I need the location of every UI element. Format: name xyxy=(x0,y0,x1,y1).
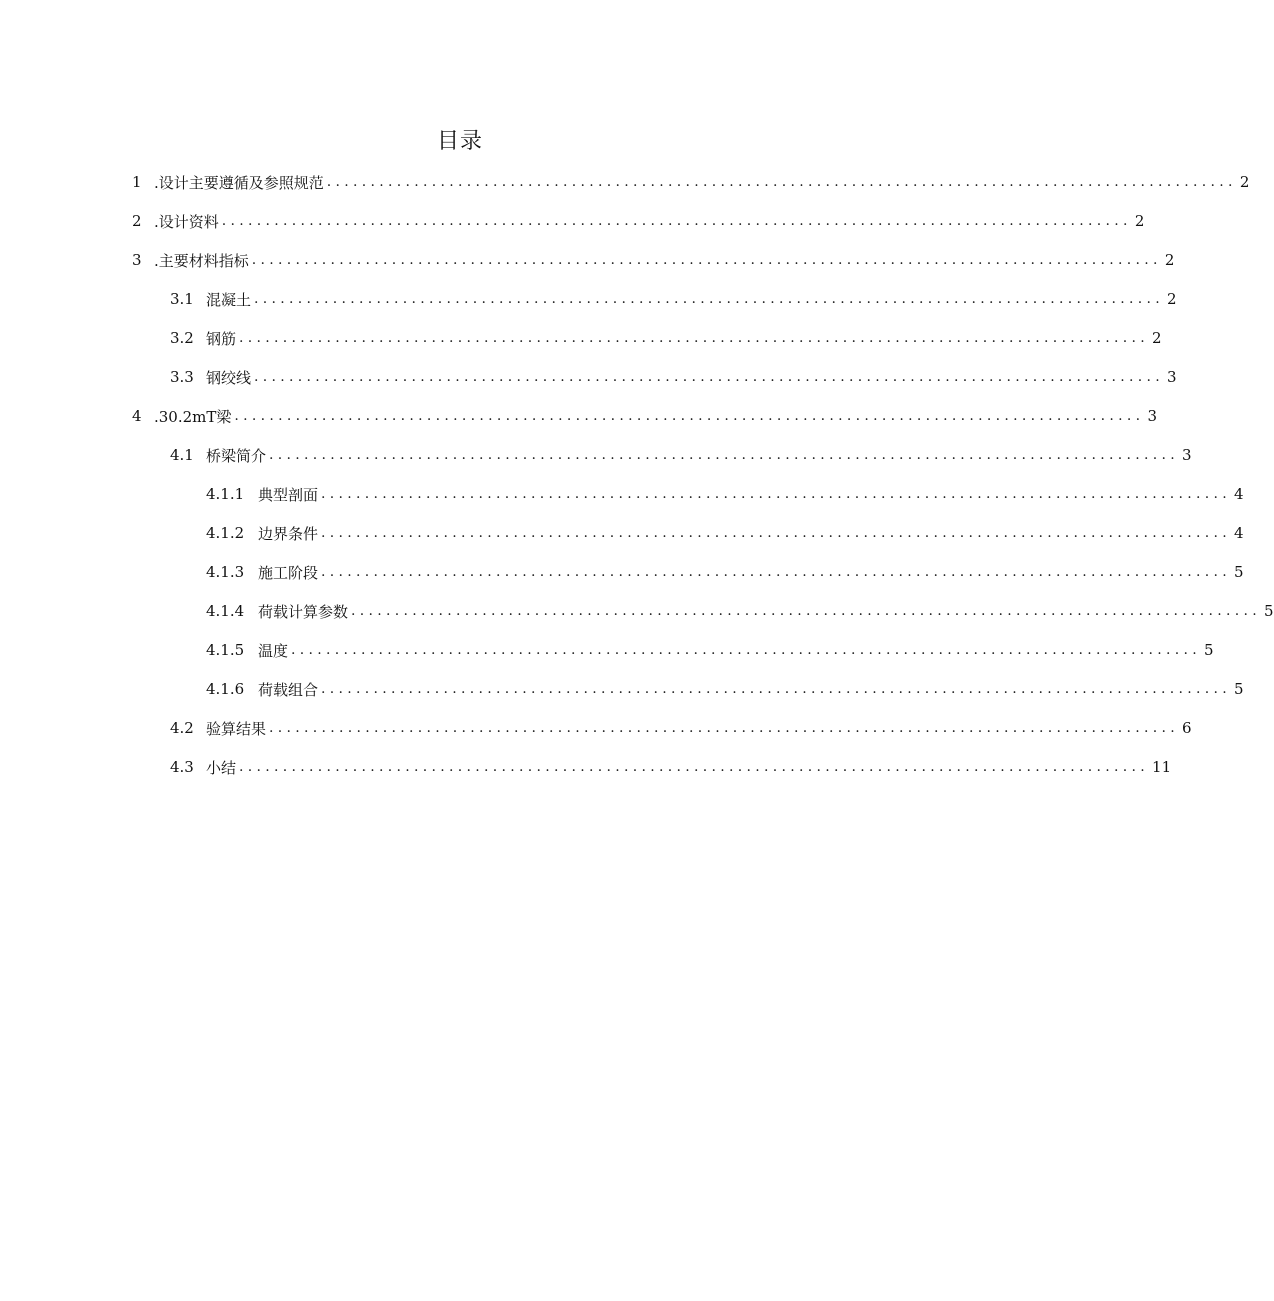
toc-entry-number: 3.1 xyxy=(170,290,194,308)
toc-entry[interactable] xyxy=(170,441,1192,469)
toc-entry-label: 钢筋 xyxy=(206,329,237,348)
toc-entry[interactable] xyxy=(132,207,1145,235)
toc-entry[interactable] xyxy=(170,753,1172,781)
toc-entry-number: 4.1.6 xyxy=(206,680,245,698)
dot-leader: ........................................................................................................ xyxy=(239,330,1150,346)
toc-entry-number: 4.2 xyxy=(170,719,194,737)
toc-entry[interactable] xyxy=(170,363,1177,391)
toc-entry-number: 3.3 xyxy=(170,368,194,386)
dot-leader: ........................................................................................................ xyxy=(239,759,1150,775)
toc-entry-number: 4.1.2 xyxy=(206,524,245,542)
toc-entry-number: 4.1.1 xyxy=(206,485,245,503)
toc-entry-label: .设计资料 xyxy=(154,212,219,231)
toc-entry-number: 4.1.3 xyxy=(206,563,245,581)
toc-entry-page: 3 xyxy=(1182,446,1192,464)
toc-entry-number: 4.1.4 xyxy=(206,602,245,620)
toc-entry-label: .30.2mT梁 xyxy=(154,407,232,426)
toc-entry[interactable] xyxy=(170,324,1162,352)
toc-entry-number: 3.2 xyxy=(170,329,194,347)
dot-leader: ........................................................................................................ xyxy=(351,603,1262,619)
toc-entry-page: 2 xyxy=(1167,290,1177,308)
toc-entry[interactable] xyxy=(206,636,1214,664)
dot-leader: ........................................................................................................ xyxy=(269,447,1180,463)
toc-entry-number: 4.1 xyxy=(170,446,194,464)
toc-entry[interactable] xyxy=(206,597,1274,625)
toc-entry[interactable] xyxy=(206,519,1244,547)
toc-entry[interactable] xyxy=(206,675,1244,703)
toc-entry-label: 边界条件 xyxy=(258,524,319,543)
toc-entry-page: 5 xyxy=(1234,680,1244,698)
toc-entry-label: 施工阶段 xyxy=(258,563,319,582)
toc-entry-page: 5 xyxy=(1264,602,1274,620)
toc-entry-page: 3 xyxy=(1147,407,1157,425)
toc-entry-page: 6 xyxy=(1182,719,1192,737)
toc-entry-page: 4 xyxy=(1234,485,1244,503)
toc-entry-label: .设计主要遵循及参照规范 xyxy=(154,173,324,192)
dot-leader: ........................................................................................................ xyxy=(221,213,1132,229)
dot-leader: ........................................................................................................ xyxy=(254,369,1165,385)
toc-entry-page: 3 xyxy=(1167,368,1177,386)
dot-leader: ........................................................................................................ xyxy=(269,720,1180,736)
toc-entry-label: 验算结果 xyxy=(206,719,267,738)
toc-entry-label: 荷载组合 xyxy=(258,680,319,699)
toc-entry[interactable] xyxy=(170,714,1192,742)
dot-leader: ........................................................................................................ xyxy=(321,486,1232,502)
toc-entry-page: 2 xyxy=(1134,212,1145,230)
toc-entry-page: 2 xyxy=(1164,251,1175,269)
dot-leader: ........................................................................................................ xyxy=(321,681,1232,697)
toc-entry[interactable] xyxy=(132,402,1157,430)
toc-entry-number: 2 xyxy=(132,212,142,230)
toc-entry-label: 荷载计算参数 xyxy=(258,602,349,621)
dot-leader: ........................................................................................................ xyxy=(254,291,1165,307)
toc-entry-page: 2 xyxy=(1239,173,1250,191)
toc-entry-label: 混凝土 xyxy=(206,290,252,309)
toc-entry-label: 温度 xyxy=(258,641,289,660)
toc-entry-number: 1 xyxy=(132,173,142,191)
toc-entry-number: 4 xyxy=(132,407,142,425)
table-of-contents xyxy=(0,168,1274,788)
toc-entry[interactable] xyxy=(132,168,1250,196)
dot-leader: ........................................................................................................ xyxy=(291,642,1202,658)
toc-entry[interactable] xyxy=(206,480,1244,508)
toc-entry-page: 11 xyxy=(1152,758,1172,776)
toc-entry-label: .主要材料指标 xyxy=(154,251,249,270)
toc-entry-label: 桥梁简介 xyxy=(206,446,267,465)
toc-entry-page: 5 xyxy=(1204,641,1214,659)
dot-leader: ........................................................................................................ xyxy=(321,525,1232,541)
toc-title: 目录 xyxy=(436,129,483,154)
dot-leader: ........................................................................................................ xyxy=(251,252,1162,268)
toc-entry[interactable] xyxy=(170,285,1177,313)
toc-entry-number: 3 xyxy=(132,251,142,269)
dot-leader: ........................................................................................................ xyxy=(326,174,1237,190)
dot-leader: ........................................................................................................ xyxy=(234,408,1145,424)
toc-entry-label: 小结 xyxy=(206,758,237,777)
toc-entry-page: 4 xyxy=(1234,524,1244,542)
toc-entry[interactable] xyxy=(132,246,1175,274)
toc-entry-page: 2 xyxy=(1152,329,1162,347)
toc-entry-label: 钢绞线 xyxy=(206,368,252,387)
toc-entry-label: 典型剖面 xyxy=(258,485,319,504)
dot-leader: ........................................................................................................ xyxy=(321,564,1232,580)
toc-entry-number: 4.1.5 xyxy=(206,641,245,659)
toc-entry-page: 5 xyxy=(1234,563,1244,581)
toc-entry[interactable] xyxy=(206,558,1244,586)
toc-entry-number: 4.3 xyxy=(170,758,194,776)
